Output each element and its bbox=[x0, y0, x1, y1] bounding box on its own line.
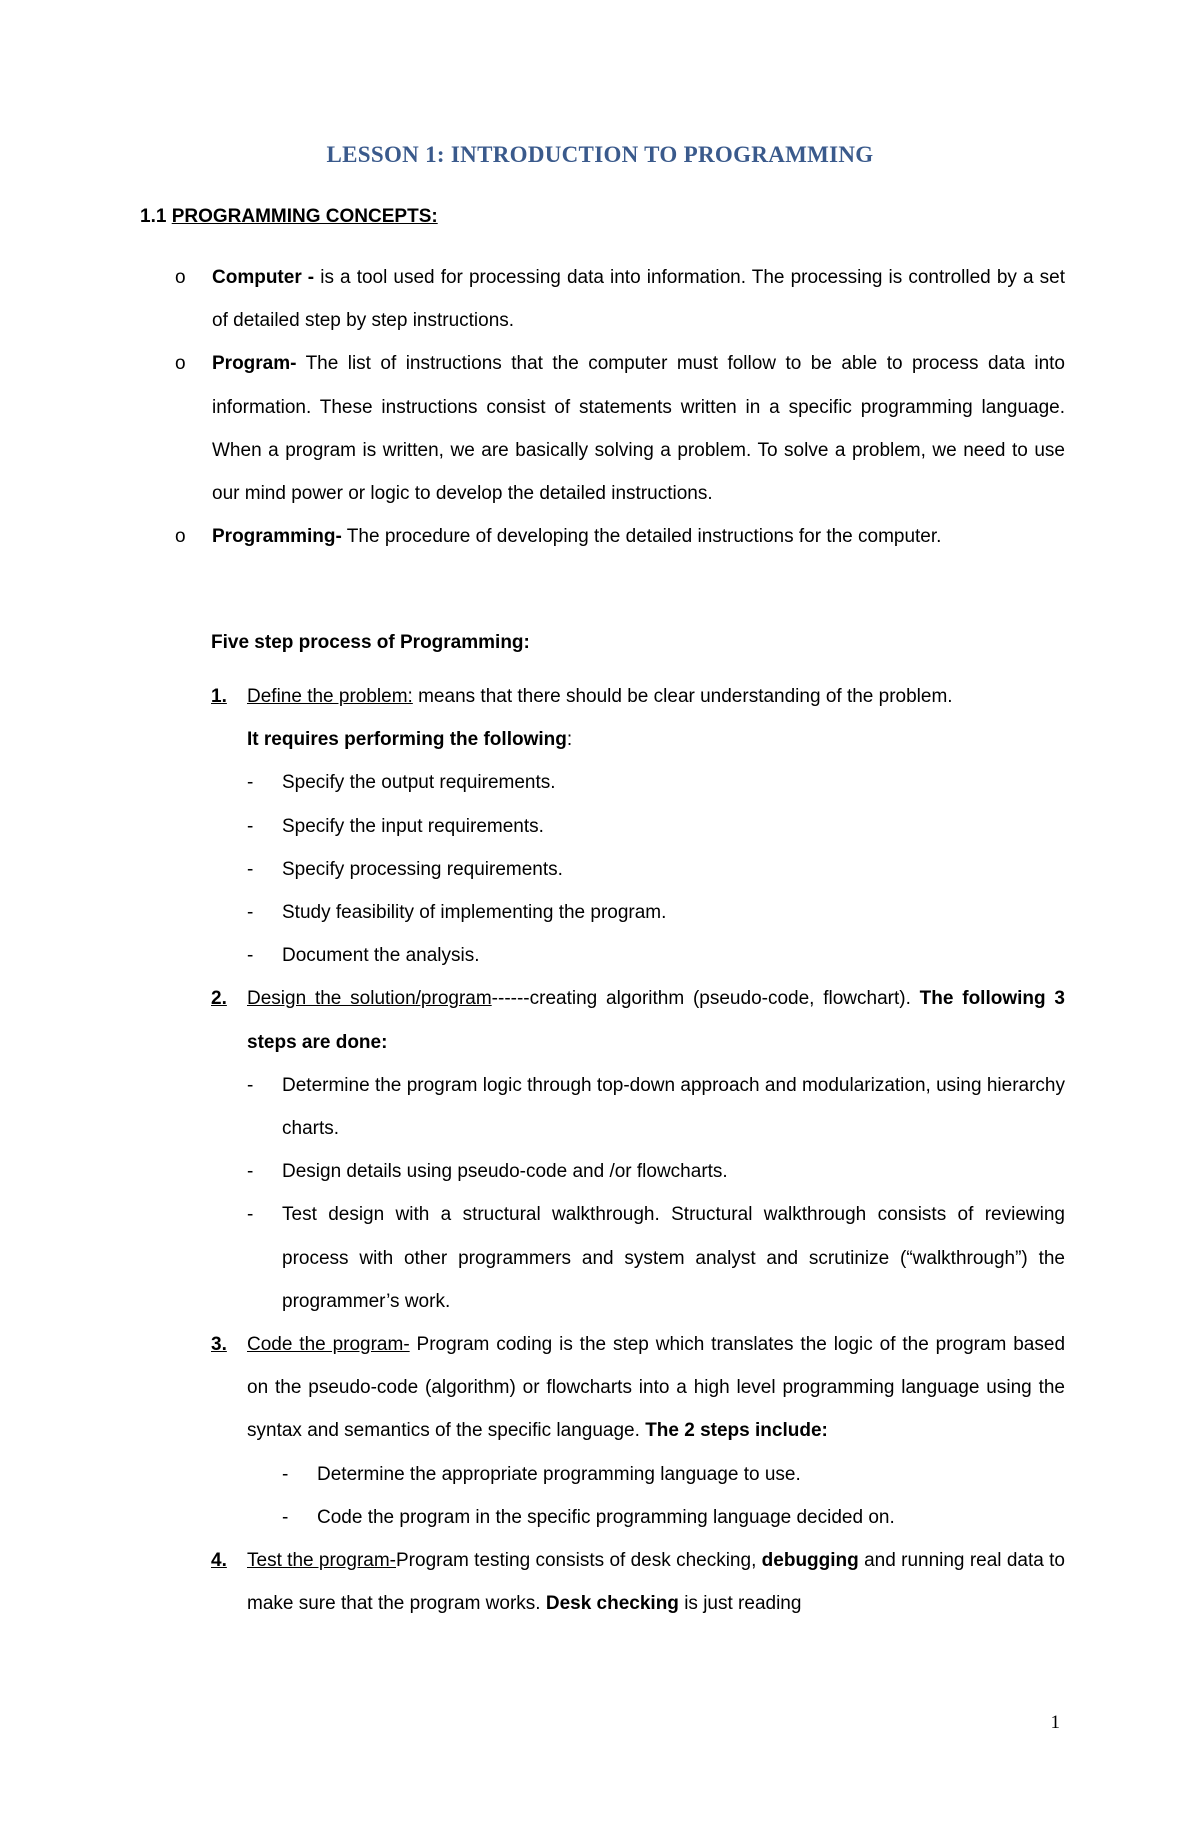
list-item-text: Determine the appropriate programming language to use. bbox=[317, 1463, 801, 1485]
step-after-bold: : bbox=[566, 729, 573, 751]
step-number: 1. bbox=[211, 686, 227, 707]
step-title: Test the program- bbox=[247, 1550, 396, 1572]
step-bold-text: Desk checking bbox=[545, 1593, 679, 1615]
list-item-text: Code the program in the specific programming language decided on. bbox=[317, 1506, 895, 1528]
step-number: 3. bbox=[211, 1334, 227, 1356]
step-title: Define the problem: bbox=[247, 686, 413, 707]
step-item-4 bbox=[211, 1539, 1065, 1625]
step-text: means that there should be clear understanding of the problem. bbox=[412, 686, 953, 707]
list-item bbox=[282, 1453, 1065, 1496]
step-bold-text: It requires performing the following bbox=[247, 729, 567, 751]
list-item bbox=[247, 934, 1065, 977]
step-item-3 bbox=[211, 1323, 1065, 1539]
bullet-icon: o bbox=[175, 526, 186, 548]
concept-list bbox=[175, 256, 1065, 558]
list-item-text: Determine the program logic through top-down approach and modularization, using hierarchy charts. bbox=[282, 1074, 1065, 1140]
concept-item-computer bbox=[175, 256, 1065, 342]
list-item-text: Document the analysis. bbox=[282, 945, 480, 967]
list-item-text: Test design with a structural walkthrough. Structural walkthrough consists of reviewing process with other programmers and system analyst and scrutinize (“walkthrough”) the programmer’s work. bbox=[282, 1204, 1065, 1312]
step-item-2 bbox=[211, 977, 1065, 1323]
step-number: 4. bbox=[211, 1550, 227, 1572]
list-item-text: Specify the output requirements. bbox=[282, 772, 556, 794]
step-title: Code the program- bbox=[247, 1334, 410, 1356]
step-title: Design the solution/program bbox=[247, 988, 492, 1010]
concept-term: Program- bbox=[212, 353, 297, 375]
step-sublist bbox=[247, 761, 1065, 977]
concept-item-program bbox=[175, 342, 1065, 515]
list-item-text: Specify the input requirements. bbox=[282, 815, 544, 837]
dash-icon: - bbox=[247, 1161, 254, 1183]
section-number: 1.1 bbox=[140, 206, 167, 227]
bullet-icon: o bbox=[175, 267, 186, 288]
dash-icon: - bbox=[247, 902, 254, 924]
list-item bbox=[282, 1496, 1065, 1539]
dash-icon: - bbox=[247, 858, 254, 880]
step-text: and running real data to make sure that the program works. bbox=[247, 1550, 1065, 1615]
list-item bbox=[247, 1150, 1065, 1193]
step-text: Program testing consists of desk checking, bbox=[396, 1550, 762, 1572]
concept-text: The list of instructions that the computer must follow to be able to process data into information. These instructions consist of statements written in a specific programming language. When a program is written, we are basically solving a problem. To solve a problem, we need to use our mind power or logic to develop the detailed instructions. bbox=[212, 353, 1065, 505]
list-item-text: Study feasibility of implementing the program. bbox=[282, 902, 667, 924]
step-text: is just reading bbox=[678, 1593, 802, 1615]
concept-text: is a tool used for processing data into information. The processing is controlled by a set of detailed step by step instructions. bbox=[212, 267, 1065, 332]
step-bold-text: The following 3 steps are done: bbox=[247, 988, 1065, 1053]
step-bold-text: The 2 steps include: bbox=[645, 1420, 828, 1442]
list-item-text: Specify processing requirements. bbox=[282, 858, 563, 880]
dash-icon: - bbox=[282, 1506, 289, 1528]
step-text: Program coding is the step which translates the logic of the program based on the pseudo-code (algorithm) or flowcharts into a high level programming language using the syntax and semantics of the specific language. bbox=[247, 1334, 1066, 1442]
page-number: 1 bbox=[1050, 1712, 1060, 1733]
dash-icon: - bbox=[247, 772, 254, 794]
list-item bbox=[247, 761, 1065, 804]
step-bold-text: debugging bbox=[761, 1550, 859, 1572]
list-item bbox=[247, 1064, 1065, 1150]
five-step-heading: Five step process of Programming: bbox=[211, 632, 530, 653]
list-item bbox=[247, 848, 1065, 891]
list-item bbox=[247, 805, 1065, 848]
bullet-icon: o bbox=[175, 353, 186, 375]
dash-icon: - bbox=[282, 1463, 289, 1485]
step-sublist bbox=[282, 1453, 1065, 1539]
dash-icon: - bbox=[247, 945, 254, 967]
dash-icon: - bbox=[247, 1074, 254, 1096]
section-title: PROGRAMMING CONCEPTS: bbox=[171, 206, 438, 227]
step-sublist bbox=[247, 1064, 1065, 1323]
step-text: ------creating algorithm (pseudo-code, flowchart). bbox=[491, 988, 920, 1010]
list-item bbox=[247, 891, 1065, 934]
dash-icon: - bbox=[247, 1204, 254, 1226]
step-number: 2. bbox=[211, 988, 227, 1010]
lesson-title: LESSON 1: INTRODUCTION TO PROGRAMMING bbox=[326, 142, 874, 167]
dash-icon: - bbox=[247, 815, 254, 837]
concept-item-programming bbox=[175, 515, 1065, 558]
concept-term: Computer - bbox=[212, 267, 315, 288]
concept-text: The procedure of developing the detailed instructions for the computer. bbox=[341, 526, 942, 548]
step-item-1 bbox=[211, 675, 1065, 977]
list-item bbox=[247, 1193, 1065, 1323]
steps-list bbox=[211, 675, 1065, 1625]
section-heading bbox=[140, 206, 438, 228]
concept-term: Programming- bbox=[212, 526, 342, 548]
list-item-text: Design details using pseudo-code and /or flowcharts. bbox=[282, 1161, 728, 1183]
